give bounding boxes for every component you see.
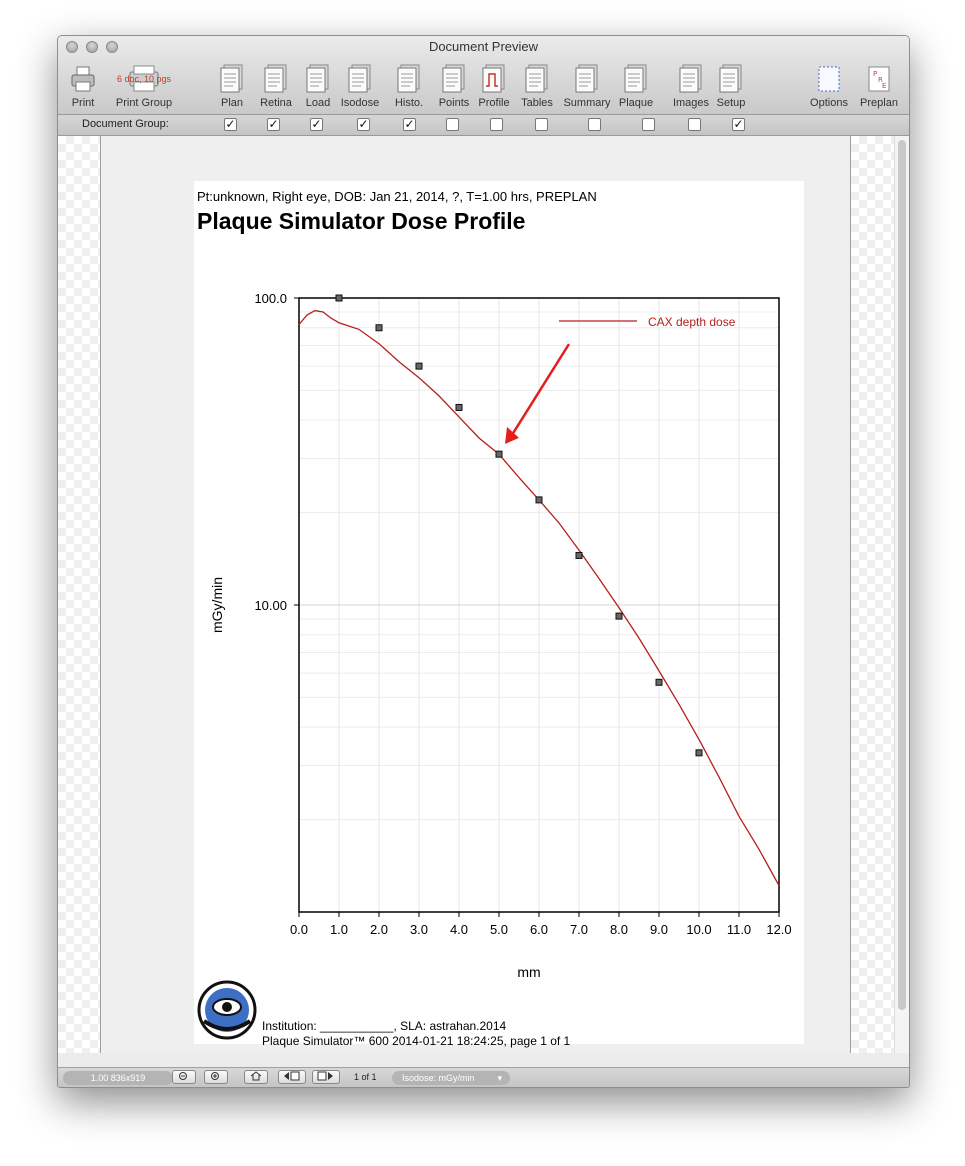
home-button[interactable] — [244, 1070, 268, 1084]
load-document-icon — [305, 64, 331, 94]
software-line: Plaque Simulator™ 600 2014-01-21 18:24:25, page 1 of 1 — [262, 1034, 571, 1048]
print-group-button[interactable] — [108, 62, 180, 110]
data-point — [416, 363, 422, 369]
zoom-in-icon — [209, 1071, 223, 1081]
scrollbar-thumb[interactable] — [898, 140, 906, 1010]
printer-icon — [70, 64, 96, 94]
histo-button[interactable] — [387, 62, 431, 110]
x-tick-label: 5.0 — [489, 922, 509, 937]
zoom-in-button[interactable] — [204, 1070, 228, 1084]
data-point — [496, 451, 502, 457]
x-tick-label: 7.0 — [569, 922, 589, 937]
plan-document-icon — [219, 64, 245, 94]
x-tick-label: 4.0 — [449, 922, 469, 937]
legend-label: CAX depth dose — [648, 315, 736, 329]
svg-text:R: R — [878, 76, 883, 84]
svg-text:P: P — [873, 70, 878, 78]
plan-label: Plan — [220, 97, 244, 109]
window-title: Document Preview — [428, 39, 539, 54]
x-axis-title: mm — [517, 964, 541, 980]
print-group-badge: 6 doc, 10 pgs — [116, 74, 172, 84]
zoom-out-button[interactable] — [172, 1070, 196, 1084]
document-page — [194, 181, 804, 1048]
document-group-checkbox-retina[interactable]: ✓ — [268, 117, 279, 131]
summary-button[interactable] — [559, 62, 615, 110]
svg-text:E: E — [882, 82, 887, 90]
x-tick-label: 12.0 — [766, 922, 792, 937]
isodose-select-value: Isodose: mGy/min — [402, 1073, 475, 1083]
annotation-arrow-shaft — [512, 344, 569, 435]
data-point — [456, 404, 462, 410]
isodose-button[interactable] — [338, 62, 382, 110]
isodose-select[interactable] — [392, 1071, 510, 1085]
chevron-down-icon: ▾ — [497, 1073, 502, 1083]
retina-label: Retina — [260, 97, 292, 109]
document-group-label: Document Group: — [82, 118, 169, 130]
histogram-document-icon — [396, 64, 422, 94]
data-point — [576, 552, 582, 558]
right-pasteboard — [851, 136, 894, 1053]
preplan-label: Preplan — [860, 97, 898, 109]
data-point — [656, 679, 662, 685]
document-preview-window — [57, 35, 910, 1088]
document-group-checkbox-load[interactable]: ✓ — [311, 117, 322, 131]
setup-document-icon — [718, 64, 744, 94]
options-label: Options — [810, 97, 848, 109]
plaque-label: Plaque — [618, 97, 654, 109]
options-icon — [816, 64, 842, 94]
x-tick-label: 8.0 — [609, 922, 629, 937]
zoom-out-icon — [177, 1071, 191, 1081]
isodose-document-icon — [347, 64, 373, 94]
retina-button[interactable] — [254, 62, 298, 110]
page-indicator: 1 of 1 — [354, 1072, 377, 1082]
x-tick-label: 0.0 — [289, 922, 309, 937]
document-group-checkbox-profile[interactable] — [490, 118, 503, 131]
retina-document-icon — [263, 64, 289, 94]
title-bar — [58, 36, 909, 115]
data-point — [616, 613, 622, 619]
previous-page-button[interactable] — [278, 1070, 306, 1084]
x-tick-label: 6.0 — [529, 922, 549, 937]
profile-button[interactable] — [472, 62, 516, 110]
data-point — [336, 295, 342, 301]
zoom-field[interactable]: 1.00 836x919 — [63, 1071, 173, 1085]
vertical-scrollbar[interactable] — [894, 136, 909, 1053]
x-tick-label: 2.0 — [369, 922, 389, 937]
summary-document-icon — [574, 64, 600, 94]
setup-label: Setup — [716, 97, 746, 109]
next-page-button[interactable] — [312, 1070, 340, 1084]
annotation-arrow-head — [505, 427, 519, 444]
setup-button[interactable] — [709, 62, 753, 110]
document-group-checkbox-setup[interactable]: ✓ — [733, 117, 744, 131]
y-tick-label: 100.0 — [254, 291, 287, 306]
images-button[interactable] — [669, 62, 713, 110]
images-label: Images — [672, 97, 710, 109]
points-document-icon — [441, 64, 467, 94]
document-group-checkbox-histo[interactable]: ✓ — [404, 117, 415, 131]
load-button[interactable] — [296, 62, 340, 110]
print-label: Print — [71, 97, 95, 109]
points-button[interactable] — [432, 62, 476, 110]
status-bar — [58, 1067, 909, 1088]
home-icon — [250, 1071, 262, 1081]
summary-label: Summary — [563, 97, 611, 109]
plaque-button[interactable] — [614, 62, 658, 110]
page-title: Plaque Simulator Dose Profile — [197, 208, 526, 234]
options-button[interactable] — [806, 62, 852, 110]
data-point — [536, 497, 542, 503]
eye-physics-logo — [196, 979, 258, 1041]
y-axis-title: mGy/min — [209, 577, 225, 633]
x-tick-label: 11.0 — [726, 922, 752, 937]
tables-document-icon — [524, 64, 550, 94]
x-tick-label: 10.0 — [686, 922, 712, 937]
preplan-button[interactable] — [856, 62, 902, 110]
left-pasteboard — [58, 136, 100, 1053]
x-tick-label: 3.0 — [409, 922, 429, 937]
profile-label: Profile — [478, 97, 510, 109]
isodose-label: Isodose — [340, 97, 380, 109]
data-point — [696, 750, 702, 756]
document-group-checkbox-plan[interactable]: ✓ — [225, 117, 236, 131]
document-group-bar — [58, 115, 909, 136]
histo-label: Histo. — [394, 97, 424, 109]
tables-button[interactable] — [515, 62, 559, 110]
images-document-icon — [678, 64, 704, 94]
print-button[interactable] — [64, 62, 102, 110]
profile-document-icon — [481, 64, 507, 94]
document-group-checkbox-images[interactable] — [688, 118, 701, 131]
previous-page-icon — [283, 1071, 301, 1081]
document-group-checkbox-plaque[interactable] — [642, 118, 655, 131]
x-tick-label: 9.0 — [649, 922, 669, 937]
document-group-checkbox-summary[interactable] — [588, 118, 601, 131]
points-label: Points — [438, 97, 470, 109]
page-area — [100, 136, 851, 1053]
document-group-checkbox-points[interactable] — [446, 118, 459, 131]
document-group-checkbox-isodose[interactable]: ✓ — [358, 117, 369, 131]
x-tick-label: 1.0 — [329, 922, 349, 937]
document-group-checkbox-tables[interactable] — [535, 118, 548, 131]
tables-label: Tables — [521, 97, 553, 109]
preview-area — [58, 136, 909, 1053]
y-tick-label: 10.00 — [254, 598, 287, 613]
print-group-label: Print Group — [115, 97, 173, 109]
next-page-icon — [317, 1071, 335, 1081]
plaque-document-icon — [623, 64, 649, 94]
patient-header: Pt:unknown, Right eye, DOB: Jan 21, 2014, ?, T=1.00 hrs, PREPLAN — [197, 189, 597, 204]
preplan-icon — [866, 64, 892, 94]
plan-button[interactable] — [210, 62, 254, 110]
dose-profile-chart — [194, 181, 804, 981]
data-point — [376, 325, 382, 331]
load-label: Load — [305, 97, 331, 109]
institution-line: Institution: ___________, SLA: astrahan.2014 — [262, 1019, 507, 1033]
